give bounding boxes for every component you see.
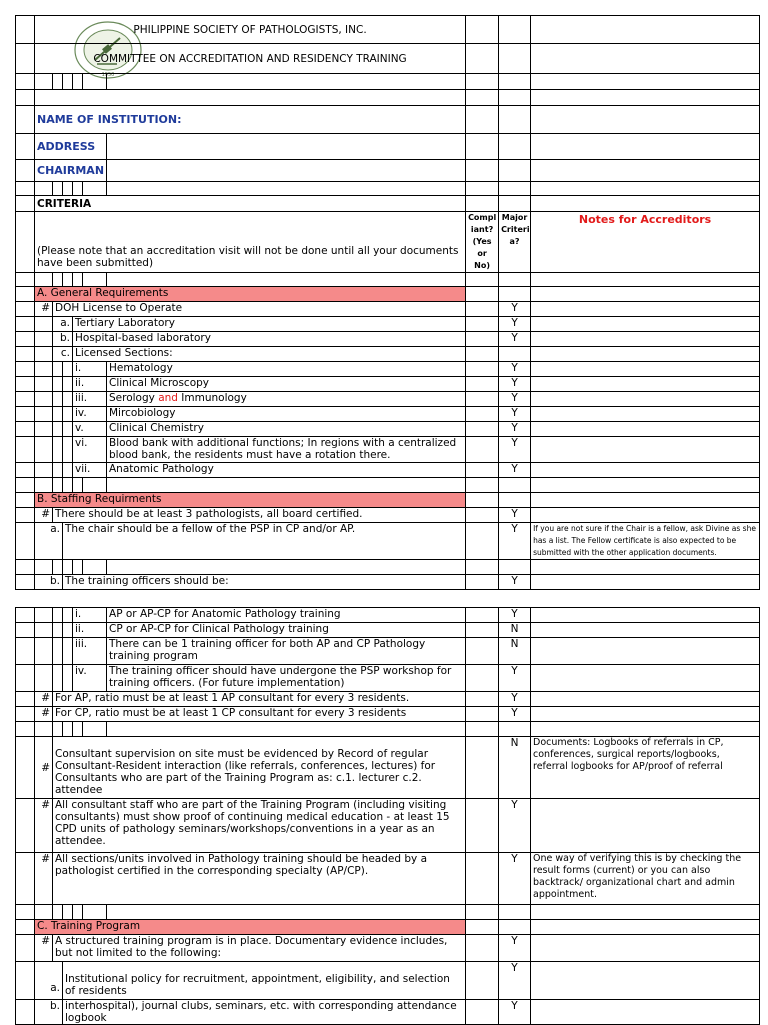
row-num: # [35, 737, 53, 799]
major-value: Y [499, 437, 531, 463]
pathologists-requirement: There should be at least 3 pathologists, all board certified. [53, 508, 466, 523]
row-num: b. [53, 332, 73, 347]
row-num: a. [53, 317, 73, 332]
major-value: Y [499, 853, 531, 905]
tertiary-lab: Tertiary Laboratory [73, 317, 466, 332]
row-num: # [35, 707, 53, 722]
immunology-text: Immunology [177, 392, 247, 404]
row-num: # [35, 799, 53, 853]
major-value: Y [499, 608, 531, 623]
row-num: vi. [73, 437, 107, 463]
hospital-lab: Hospital-based laboratory [73, 332, 466, 347]
row-num: # [35, 508, 53, 523]
major-value: Y [499, 1000, 531, 1025]
major-value: Y [499, 665, 531, 692]
consultant-supervision: Consultant supervision on site must be evidenced by Record of regular Consultant-Resident interaction (like referrals, conferences, lectures) for Consultants who are part of the Training Program as: c.1. lecturer c.2. attendee [53, 737, 466, 799]
row-num: # [35, 853, 53, 905]
major-value: Y [499, 392, 531, 407]
section-blood-bank: Blood bank with additional functions; In regions with a centralized blood bank, the residents must have a rotation there. [107, 437, 466, 463]
licensed-sections: Licensed Sections: [73, 347, 466, 362]
row-num: # [35, 935, 53, 962]
officer-both: There can be 1 training officer for both AP and CP Pathology training program [107, 638, 466, 665]
major-value: N [499, 623, 531, 638]
major-criteria-header: Major Criteri a? [499, 212, 531, 273]
major-value: Y [499, 523, 531, 560]
major-value: Y [499, 935, 531, 962]
cpd-requirement: All consultant staff who are part of the Training Program (including visiting consultants) must show proof of continuing medical education - at least 15 CPD units of pathology seminars/workshops/conventions in a year as an attendee. [53, 799, 466, 853]
major-value: N [499, 737, 531, 799]
chair-note: If you are not sure if the Chair is a fellow, ask Divine as she has a list. The Fellow certificate is also expected to be submitted with the other application documents. [531, 523, 760, 560]
chairman-label: CHAIRMAN [35, 160, 107, 182]
row-num: i. [73, 608, 107, 623]
section-clinical-microscopy: Clinical Microscopy [107, 377, 466, 392]
row-num: iii. [73, 392, 107, 407]
major-value: Y [499, 575, 531, 590]
compliant-header: Compl iant? (Yes or No) [466, 212, 499, 273]
row-num: b. [35, 575, 63, 590]
officer-cp: CP or AP-CP for Clinical Pathology training [107, 623, 466, 638]
major-value: Y [499, 407, 531, 422]
criteria-label: CRITERIA [35, 196, 466, 212]
major-value: Y [499, 962, 531, 1000]
row-num: i. [73, 362, 107, 377]
major-value: Y [499, 302, 531, 317]
row-num: # [35, 692, 53, 707]
supervision-note: Documents: Logbooks of referrals in CP, conferences, surgical reports/logbooks, referral logbooks for AP/proof of referral [531, 737, 760, 799]
serology-and: and [158, 392, 178, 404]
row-num: iv. [73, 407, 107, 422]
row-num: ii. [73, 377, 107, 392]
major-value: Y [499, 707, 531, 722]
major-value: Y [499, 463, 531, 478]
doh-license: DOH License to Operate [53, 302, 466, 317]
sections-head-note: One way of verifying this is by checking the result forms (current) or you can also backtrack/ organizational chart and admin appointment. [531, 853, 760, 905]
checklist-table-page1 [15, 15, 760, 590]
interhospital-journal: interhospital), journal clubs, seminars, etc. with corresponding attendance logbook [63, 1000, 466, 1025]
row-num: b. [35, 1000, 63, 1025]
officer-workshop: The training officer should have undergone the PSP workshop for training officers. (For future implementation) [107, 665, 466, 692]
training-officers-requirement: The training officers should be: [63, 575, 466, 590]
section-anatomic-pathology: Anatomic Pathology [107, 463, 466, 478]
row-num: c. [53, 347, 73, 362]
org-name: PHILIPPINE SOCIETY OF PATHOLOGISTS, INC. [35, 16, 466, 44]
major-value: Y [499, 422, 531, 437]
seal-year: 1950 [101, 72, 115, 78]
major-value: Y [499, 799, 531, 853]
row-num: a. [35, 523, 63, 560]
section-serology [107, 392, 466, 407]
address-label: ADDRESS [35, 134, 107, 160]
checklist-table-page2 [15, 607, 760, 1025]
row-num: a. [35, 962, 63, 1000]
notes-for-accreditors-header: Notes for Accreditors [531, 212, 760, 273]
institution-label: NAME OF INSTITUTION: [35, 106, 466, 134]
section-c-title: C. Training Program [35, 920, 466, 935]
row-num: ii. [73, 623, 107, 638]
structured-program: A structured training program is in place. Documentary evidence includes, but not limited to the following: [53, 935, 466, 962]
major-value: Y [499, 317, 531, 332]
ratio-cp: For CP, ratio must be at least 1 CP consultant for every 3 residents [53, 707, 466, 722]
major-value: Y [499, 508, 531, 523]
chair-requirement: The chair should be a fellow of the PSP in CP and/or AP. [63, 523, 466, 560]
ratio-ap: For AP, ratio must be at least 1 AP consultant for every 3 residents. [53, 692, 466, 707]
major-value: Y [499, 332, 531, 347]
officer-ap: AP or AP-CP for Anatomic Pathology training [107, 608, 466, 623]
section-microbiology: Mircobiology [107, 407, 466, 422]
serology-text: Serology [109, 392, 159, 404]
submission-note: (Please note that an accreditation visit will not be done until all your documents have been submitted) [35, 212, 466, 273]
major-value: Y [499, 692, 531, 707]
row-num: v. [73, 422, 107, 437]
row-num: iv. [73, 665, 107, 692]
committee-name: COMMITTEE ON ACCREDITATION AND RESIDENCY TRAINING [35, 44, 466, 74]
section-a-title: A. General Requirements [35, 287, 466, 302]
row-num: # [35, 302, 53, 317]
sections-head-requirement: All sections/units involved in Pathology training should be headed by a pathologist certified in the corresponding specialty (AP/CP). [53, 853, 466, 905]
section-clinical-chemistry: Clinical Chemistry [107, 422, 466, 437]
row-num: iii. [73, 638, 107, 665]
major-value: Y [499, 377, 531, 392]
institutional-policy: Institutional policy for recruitment, appointment, eligibility, and selection of residents [63, 962, 466, 1000]
major-value: N [499, 638, 531, 665]
major-value: Y [499, 362, 531, 377]
row-num: vii. [73, 463, 107, 478]
section-hematology: Hematology [107, 362, 466, 377]
section-b-title: B. Staffing Requirments [35, 493, 466, 508]
